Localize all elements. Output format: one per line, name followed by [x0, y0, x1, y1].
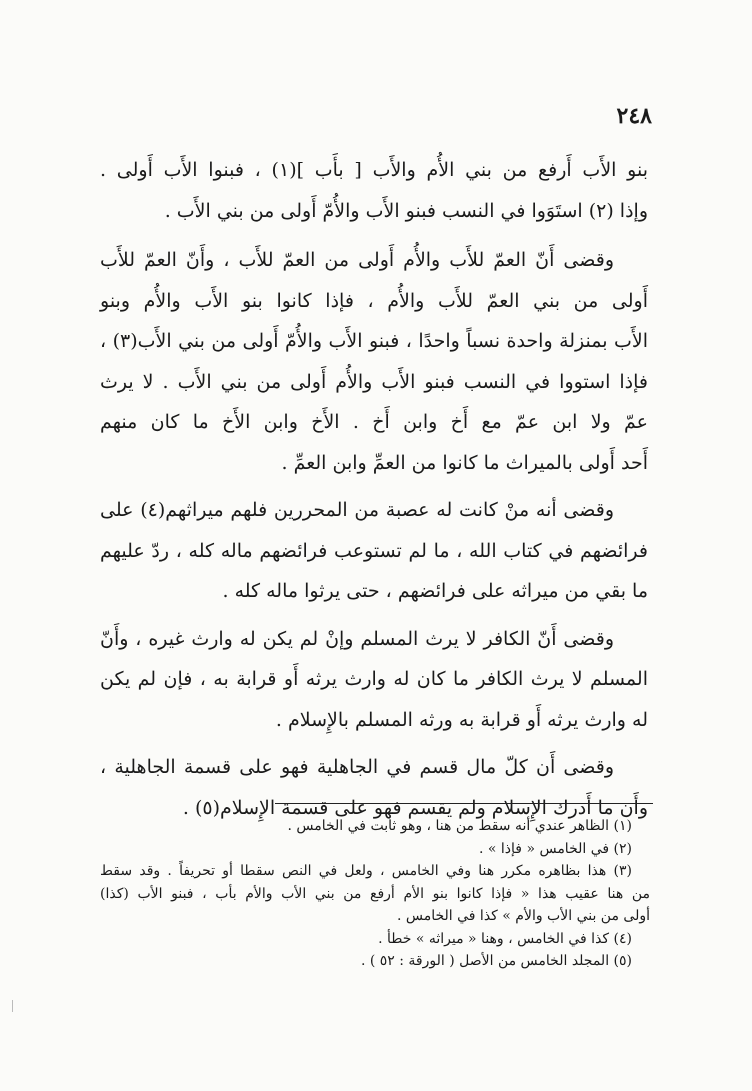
text-line: أَحد أَولى بالميراث ما كانوا من العمِّ وابن العمِّ . [281, 451, 648, 474]
text-line: وقضى أَنّ العمّ للأَب والأُم أَولى من العمّ للأَب ، وأَنّ العمّ للأَب [100, 249, 614, 271]
footnote: (١) الظاهر عندي أنه سقط من هنا ، وهو ثابت في الخامس . [287, 818, 632, 834]
text-line: ما بقي من ميراثه على فرائضهم ، حتى يرثوا ماله كله . [222, 580, 648, 602]
footnote-continuation: أولى من بني الأب والأم » كذا في الخامس . [396, 908, 650, 924]
text-line: وأَن ما أَدرك الإِسلام ولم يقسم فهو على قسمة الإِسلام(٥) . [182, 796, 648, 819]
text-line: الأَب بمنزلة واحدة نسباً واحدًا ، فبنو الأَب والأُمّ أَولى من بني الأَب(٣) ، [100, 330, 648, 352]
text-line: أَولى من بني العمّ للأَب والأُم ، فإذا كانوا بنو الأَب والأُم وبنو [100, 289, 648, 312]
text-line: عمّ ولا ابن عمّ مع أَخ وابن أَخ . الأَخ وابن الأَخ ما كان منهم [100, 411, 648, 433]
text-line: المسلم لا يرث الكافر ما كان له وارث يرثه أَو قرابة به ، فإن لم يكن [100, 668, 648, 690]
footnote: (٤) كذا في الخامس ، وهنا « ميراثه » خطأ . [378, 930, 632, 947]
footnote: (٥) المجلد الخامس من الأصل ( الورقة : ٥٢ ) . [360, 953, 632, 969]
text-line: فرائضهم في كتاب الله ، ما لم تستوعب فرائضهم ماله كله ، ردّ عليهم [100, 539, 648, 562]
main-text [100, 150, 648, 835]
footnotes [100, 815, 650, 973]
page-number: ٢٤٨ [616, 103, 652, 129]
text-line: وقضى أَن كلّ مال قسم في الجاهلية فهو على قسمة الجاهلية ، [100, 756, 614, 778]
text-line: له وارث يرثه أَو قرابة به ورثه المسلم بالإِسلام . [275, 708, 648, 731]
paragraph [100, 150, 648, 231]
footnote-separator [275, 803, 653, 804]
text-line: وقضى أَنّ الكافر لا يرث المسلم وإنْ لم يكن له وارث غيره ، وأَنّ [100, 627, 614, 650]
text-line: فإذا استووا في النسب فبنو الأَب والأُم أَولى من بني الأَب . لا يرث [100, 370, 648, 393]
footnote: (٢) في الخامس « فإذا » . [479, 840, 632, 857]
text-line: وإذا (٢) استَوَوا في النسب فبنو الأَب والأُمّ أَولى من بني الأَب . [164, 199, 648, 222]
footnote-continuation: من هنا عقيب هذا « فإذا كانوا بنو الأم أرفع من بني الأب والأم بأب ، فبنو الأب (كذا) [100, 885, 650, 902]
paragraph [100, 490, 648, 612]
text-line: بنو الأَب أَرفع من بني الأُم والأَب [ بأَب ](١) ، فبنوا الأَب أَولى . [100, 159, 648, 181]
scan-margin-mark [12, 1000, 17, 1012]
paragraph [100, 240, 648, 483]
paragraph [100, 619, 648, 741]
text-line: وقضى أنه منْ كانت له عصبة من المحررين فلهم ميراثهم(٤) على [100, 499, 615, 521]
footnote: (٣) هذا بظاهره مكرر هنا وفي الخامس ، ولعل في النص سقطا أو تحريفاً . وقد سقط [100, 863, 632, 879]
